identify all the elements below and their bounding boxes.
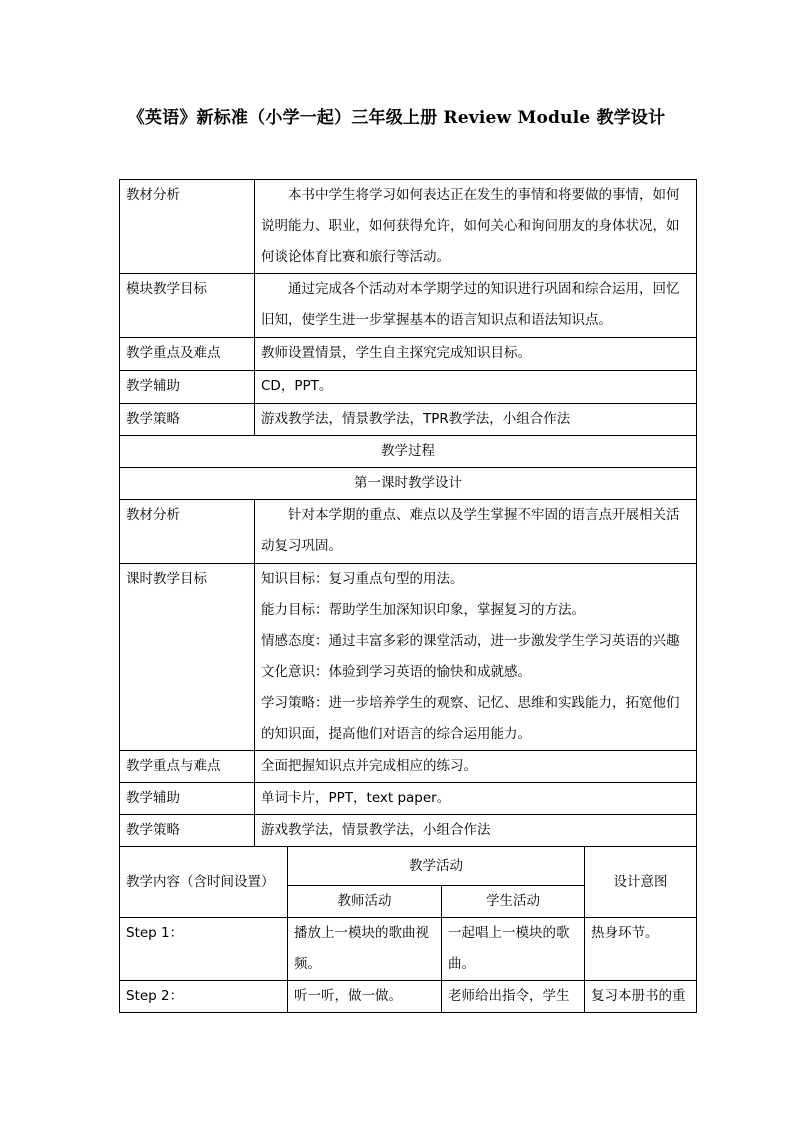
section-heading: 教学过程 [120,436,697,468]
student-cell: 一起唱上一模块的歌曲。 [442,918,585,981]
student-cell: 老师给出指令，学生 [442,981,585,1013]
intent-cell: 热身环节。 [585,918,697,981]
activity-header-row [120,847,697,886]
section-heading: 第一课时教学设计 [120,468,697,500]
activity-header: 教学活动 [288,847,585,886]
row-lesson-goals [120,564,697,751]
row-content: 全面把握知识点并完成相应的练习。 [255,751,697,783]
step-cell: Step 1： [120,918,288,981]
row-strategy [120,404,697,436]
step-cell: Step 2： [120,981,288,1013]
table-row [120,981,697,1013]
document-title: 《英语》新标准（小学一起）三年级上册 Review Module 教学设计 [127,108,666,128]
row-content [255,564,697,751]
row-aids [120,371,697,404]
row-label: 教学策略 [120,815,255,847]
row-label: 模块教学目标 [120,274,255,338]
lesson-plan-table [119,179,697,1013]
table-row [120,918,697,981]
row-content: CD，PPT。 [255,371,697,404]
row-content: 游戏教学法，情景教学法，TPR教学法，小组合作法 [255,404,697,436]
row-process-heading [120,436,697,468]
row-label: 教学辅助 [120,783,255,815]
goal-line: 学习策略：进一步培养学生的观察、记忆、思维和实践能力，拓宽他们的知识面，提高他们对语言的综合运用能力。 [261,695,680,742]
row-label: 教学重点与难点 [120,751,255,783]
student-header: 学生活动 [442,886,585,918]
row-lesson-key [120,751,697,783]
row-lesson-material [120,500,697,564]
row-label: 教材分析 [120,180,255,274]
row-label: 教学策略 [120,404,255,436]
teacher-cell: 听一听，做一做。 [288,981,442,1013]
goal-line: 能力目标：帮助学生加深知识印象，掌握复习的方法。 [261,602,585,618]
teacher-header: 教师活动 [288,886,442,918]
row-label: 教材分析 [120,500,255,564]
row-content: 游戏教学法，情景教学法，小组合作法 [255,815,697,847]
intent-cell: 复习本册书的重 [585,981,697,1013]
row-module-goals [120,274,697,338]
row-content: 单词卡片，PPT，text paper。 [255,783,697,815]
row-content: 通过完成各个活动对本学期学过的知识进行巩固和综合运用，回忆旧知，使学生进一步掌握基本的语言知识点和语法知识点。 [255,274,697,338]
goal-line: 知识目标：复习重点句型的用法。 [261,571,464,587]
goal-line: 情感态度：通过丰富多彩的课堂活动，进一步激发学生学习英语的兴趣 [261,633,680,649]
row-lesson-strategy [120,815,697,847]
row-material-analysis [120,180,697,274]
row-content: 针对本学期的重点、难点以及学生掌握不牢固的语言点开展相关活动复习巩固。 [255,500,697,564]
content-header: 教学内容（含时间设置） [120,847,288,918]
teacher-cell: 播放上一模块的歌曲视频。 [288,918,442,981]
row-lesson1-heading [120,468,697,500]
row-lesson-aids [120,783,697,815]
row-label: 教学重点及难点 [120,338,255,371]
row-label: 教学辅助 [120,371,255,404]
intent-header: 设计意图 [585,847,697,918]
row-key-points [120,338,697,371]
row-label: 课时教学目标 [120,564,255,751]
row-content: 本书中学生将学习如何表达正在发生的事情和将要做的事情，如何说明能力、职业，如何获得允许，如何关心和询问朋友的身体状况，如何谈论体育比赛和旅行等活动。 [255,180,697,274]
row-content: 教师设置情景，学生自主探究完成知识目标。 [255,338,697,371]
goal-line: 文化意识：体验到学习英语的愉快和成就感。 [261,664,531,680]
